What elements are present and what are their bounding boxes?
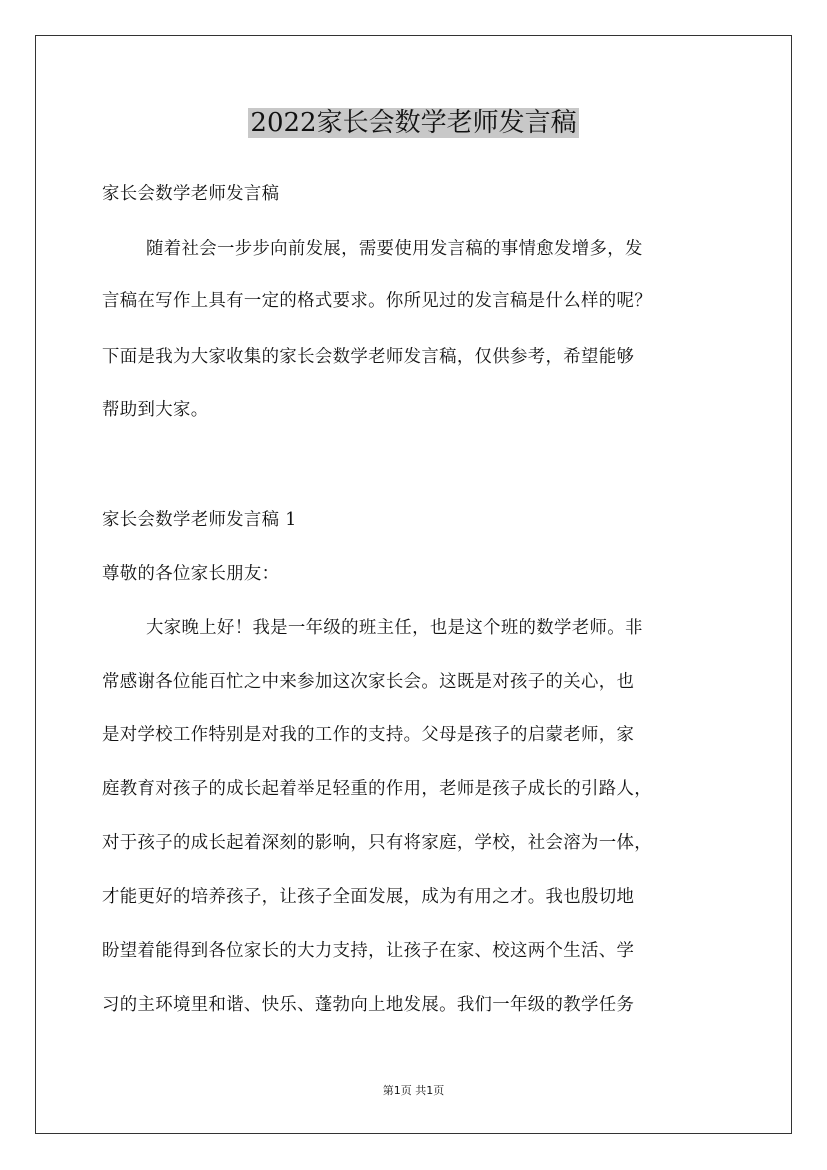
body-line: 盼望着能得到各位家长的大力支持，让孩子在家、校这两个生活、学	[102, 941, 635, 961]
document-subtitle: 家长会数学老师发言稿	[102, 184, 280, 204]
section-heading: 家长会数学老师发言稿 1	[102, 510, 297, 530]
document-title-text: 2022家长会数学老师发言稿	[250, 108, 577, 138]
body-line: 是对学校工作特别是对我的工作的支持。父母是孩子的启蒙老师，家	[102, 725, 635, 745]
body-line: 庭教育对孩子的成长起着举足轻重的作用，老师是孩子成长的引路人，	[102, 779, 652, 799]
intro-line: 言稿在写作上具有一定的格式要求。你所见过的发言稿是什么样的呢？	[102, 291, 652, 311]
body-line: 习的主环境里和谐、快乐、蓬勃向上地发展。我们一年级的教学任务	[102, 995, 635, 1015]
body-line: 常感谢各位能百忙之中来参加这次家长会。这既是对孩子的关心，也	[102, 672, 635, 692]
body-line: 才能更好的培养孩子，让孩子全面发展，成为有用之才。我也殷切地	[102, 887, 635, 907]
document-title	[0, 100, 827, 146]
salutation: 尊敬的各位家长朋友：	[102, 564, 280, 584]
intro-line: 帮助到大家。	[102, 400, 209, 420]
body-line: 对于孩子的成长起着深刻的影响，只有将家庭，学校，社会溶为一体，	[102, 833, 652, 853]
intro-line: 下面是我为大家收集的家长会数学老师发言稿，仅供参考，希望能够	[102, 347, 635, 367]
intro-line: 随着社会一步步向前发展，需要使用发言稿的事情愈发增多，发	[146, 239, 643, 259]
page-number: 第1页 共1页	[382, 1084, 445, 1097]
body-line: 大家晚上好！我是一年级的班主任，也是这个班的数学老师。非	[146, 618, 643, 638]
